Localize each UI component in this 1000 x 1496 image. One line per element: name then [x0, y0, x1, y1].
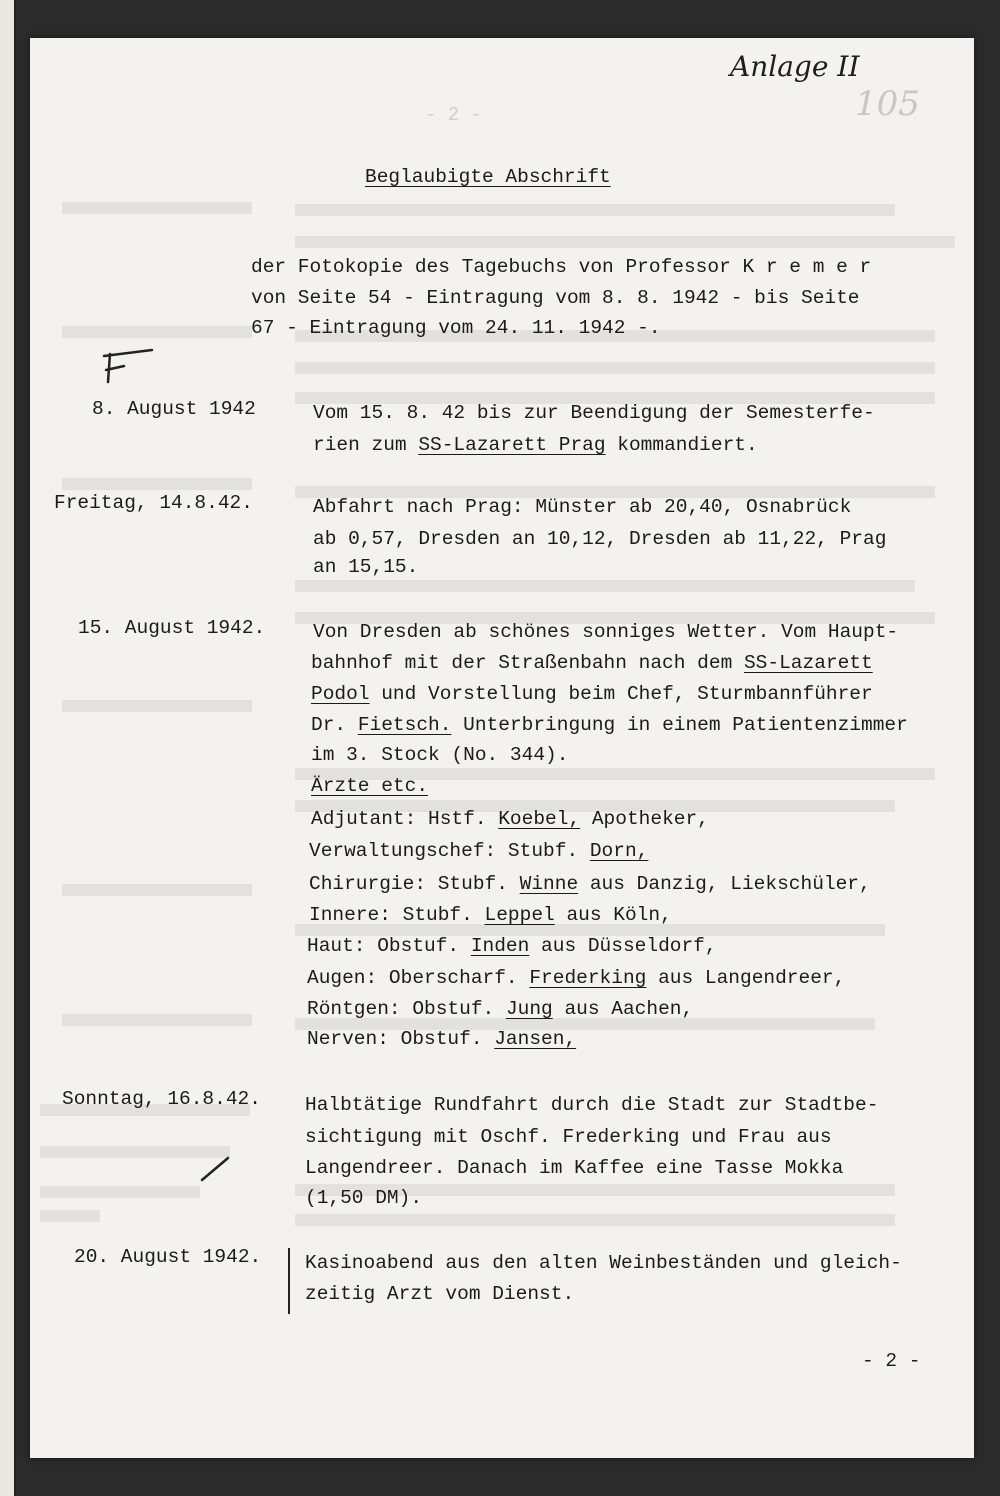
folio-number: 105: [855, 84, 920, 124]
staff-heading: Ärzte etc.: [311, 775, 429, 797]
margin-check-mark: [98, 348, 168, 398]
entry-3-line-4: Dr. Fietsch. Unterbringung in einem Patientenzimmer: [311, 714, 908, 736]
staff-adjutant: Adjutant: Hstf. Koebel, Apotheker,: [311, 808, 709, 830]
entry-3-line-2: bahnhof mit der Straßenbahn nach dem SS-Lazarett: [311, 652, 873, 674]
intro-line-2: von Seite 54 - Eintragung vom 8. 8. 1942 - bis Seite: [251, 287, 860, 309]
annex-note: Anlage II: [730, 50, 860, 83]
entry-4-date: Sonntag, 16.8.42.: [62, 1088, 261, 1110]
entry-5-date: 20. August 1942.: [74, 1246, 262, 1268]
entry-3-date: 15. August 1942.: [78, 617, 266, 639]
underlined-lazarett: SS-Lazarett: [743, 652, 873, 674]
entry-3-line-3: Podol und Vorstellung beim Chef, Sturmbannführer: [311, 683, 873, 705]
entry-2-line-2: ab 0,57, Dresden an 10,12, Dresden ab 11,22, Prag: [313, 528, 887, 550]
entry-1-date: 8. August 1942: [92, 398, 256, 420]
staff-nerven: Nerven: Obstuf. Jansen,: [307, 1028, 577, 1050]
margin-bracket-line: [285, 1246, 293, 1318]
underlined-fietsch: Fietsch.: [357, 714, 452, 736]
entry-4-line-4: (1,50 DM).: [305, 1187, 423, 1209]
entry-4-line-2: sichtigung mit Oschf. Frederking und Frau aus: [305, 1126, 832, 1148]
staff-roentgen: Röntgen: Obstuf. Jung aus Aachen,: [307, 998, 694, 1020]
page-footer: - 2 -: [862, 1350, 921, 1372]
underlined-podol: Podol: [311, 683, 370, 705]
intro-line-3: 67 - Eintragung vom 24. 11. 1942 -.: [251, 317, 661, 339]
margin-slash-mark: [198, 1150, 238, 1190]
entry-3-line-5: im 3. Stock (No. 344).: [311, 744, 569, 766]
entry-3-line-1: Von Dresden ab schönes sonniges Wetter. Vom Haupt-: [313, 621, 899, 643]
intro-line-1: der Fotokopie des Tagebuchs von Professor K r e m e r: [251, 256, 872, 278]
entry-4-line-1: Halbtätige Rundfahrt durch die Stadt zur Stadtbe-: [305, 1094, 879, 1116]
staff-innere: Innere: Stubf. Leppel aus Köln,: [309, 904, 672, 926]
page-header: - 2 -: [425, 104, 483, 126]
document-title: Beglaubigte Abschrift: [365, 166, 611, 188]
staff-augen: Augen: Oberscharf. Frederking aus Langendreer,: [307, 967, 846, 989]
entry-5-line-1: Kasinoabend aus den alten Weinbeständen und gleich-: [305, 1252, 902, 1274]
staff-verwaltung: Verwaltungschef: Stubf. Dorn,: [309, 840, 649, 862]
underlined-lazarett-prag: SS-Lazarett Prag: [418, 434, 606, 456]
staff-chirurgie: Chirurgie: Stubf. Winne aus Danzig, Liekschüler,: [309, 873, 871, 895]
entry-2-date: Freitag, 14.8.42.: [54, 492, 253, 514]
entry-1-line-1: Vom 15. 8. 42 bis zur Beendigung der Semesterfe-: [313, 402, 875, 424]
entry-1-line-2: rien zum SS-Lazarett Prag kommandiert.: [313, 434, 758, 456]
staff-haut: Haut: Obstuf. Inden aus Düsseldorf,: [307, 935, 717, 957]
entry-4-line-3: Langendreer. Danach im Kaffee eine Tasse Mokka: [305, 1157, 844, 1179]
entry-2-line-3: an 15,15.: [313, 556, 419, 578]
entry-5-line-2: zeitig Arzt vom Dienst.: [305, 1283, 575, 1305]
entry-2-line-1: Abfahrt nach Prag: Münster ab 20,40, Osnabrück: [313, 496, 852, 518]
